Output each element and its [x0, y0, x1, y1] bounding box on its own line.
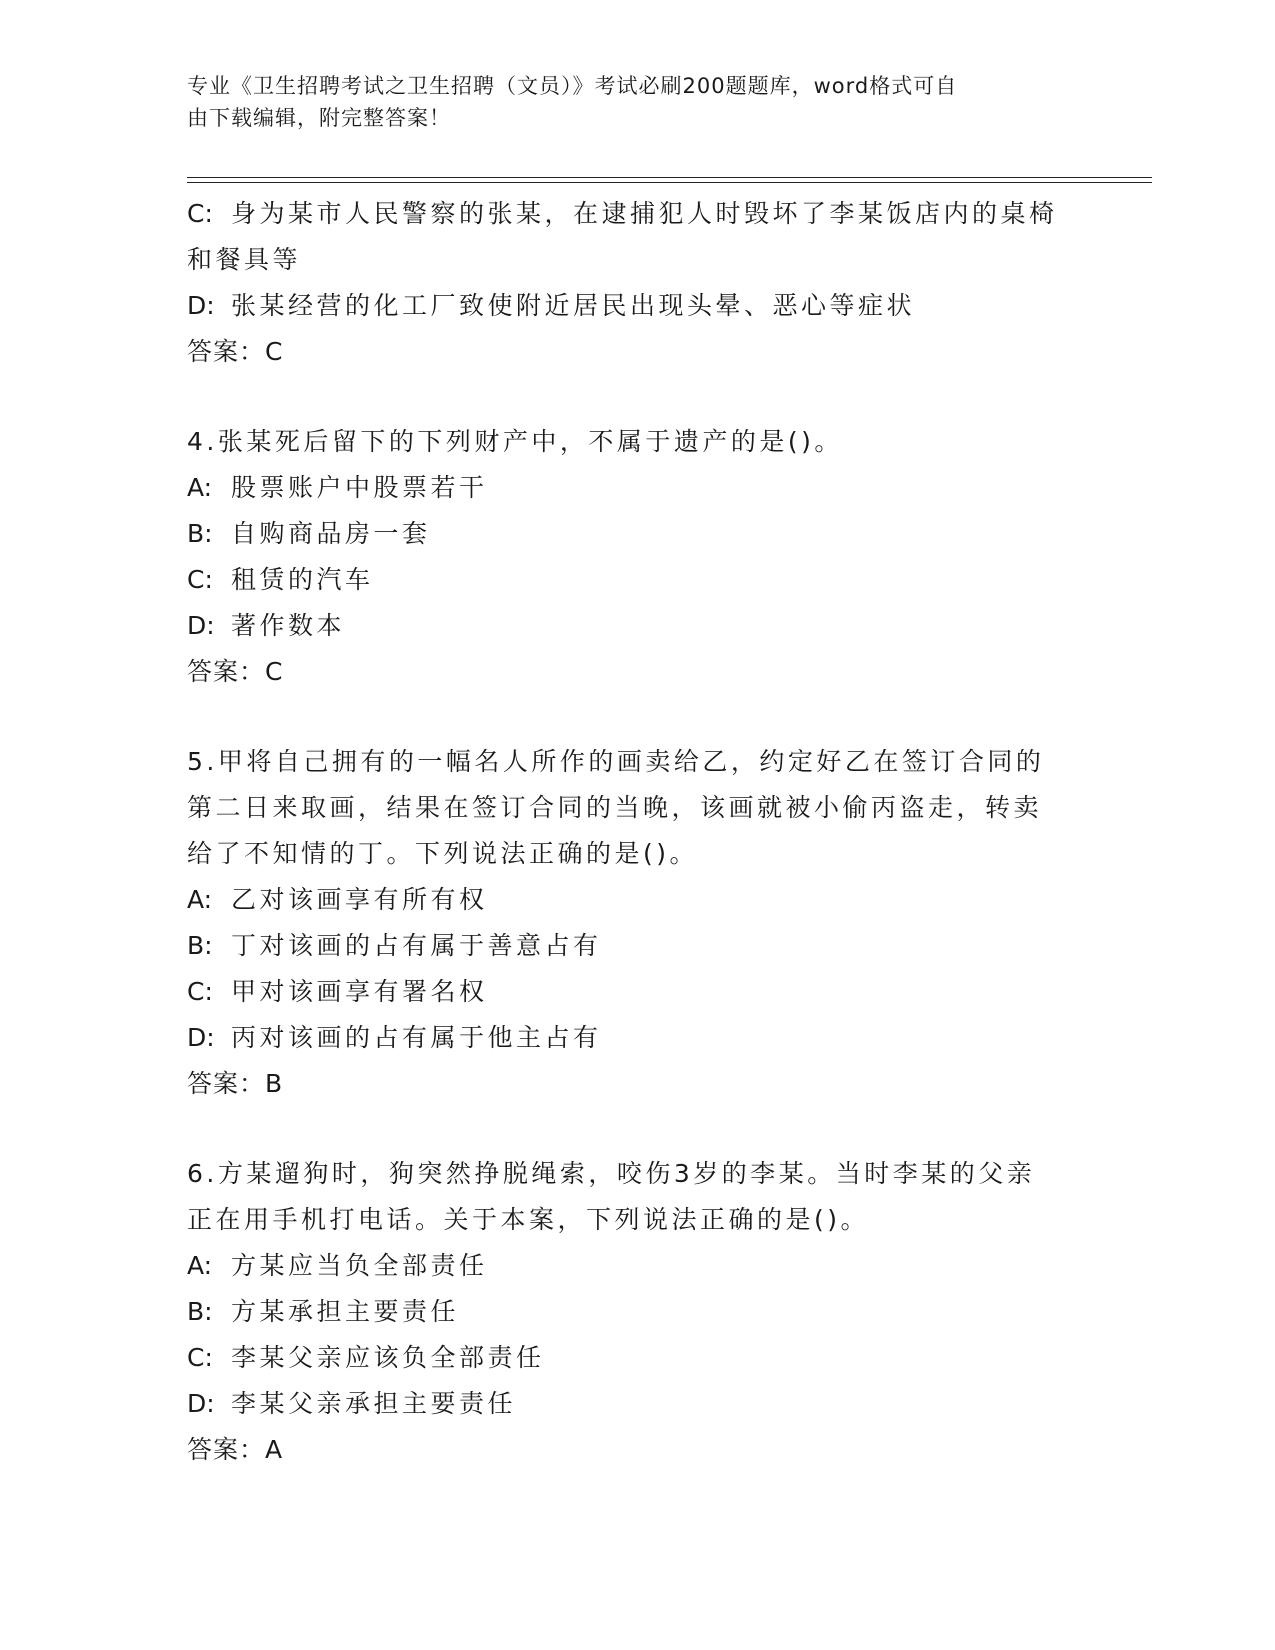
header-divider-top	[187, 177, 1152, 178]
question-stem-wrap: 正在用手机打电话。关于本案，下列说法正确的是()。	[187, 1205, 870, 1234]
option-letter: A:	[187, 1251, 213, 1280]
option-letter: C:	[187, 1343, 213, 1372]
option-c	[187, 191, 1087, 237]
option-c	[187, 1335, 1087, 1381]
question-6	[187, 1151, 1087, 1473]
option-a	[187, 877, 1087, 923]
question-5	[187, 739, 1087, 1107]
option-letter: B:	[187, 931, 213, 960]
question-3-continued	[187, 191, 1087, 375]
option-letter: A:	[187, 885, 213, 914]
option-a	[187, 465, 1087, 511]
option-letter: D:	[187, 1389, 215, 1418]
option-letter: C:	[187, 977, 213, 1006]
header-line-1: 专业《卫生招聘考试之卫生招聘（文员）》考试必刷200题题库，word格式可自	[187, 74, 958, 98]
option-text-wrap: 和餐具等	[187, 245, 302, 274]
option-b	[187, 1289, 1087, 1335]
option-text: 身为某市人民警察的张某，在逮捕犯人时毁坏了李某饭店内的桌椅	[231, 199, 1058, 228]
option-letter: B:	[187, 1297, 213, 1326]
option-text: 租赁的汽车	[231, 565, 374, 594]
option-letter: D:	[187, 291, 215, 320]
option-b	[187, 511, 1087, 557]
header-divider-bottom	[187, 182, 1152, 183]
option-text: 方某承担主要责任	[231, 1297, 460, 1326]
option-text: 股票账户中股票若干	[231, 473, 488, 502]
option-text: 乙对该画享有所有权	[231, 885, 488, 914]
option-c-wrap	[187, 237, 1087, 283]
option-letter: A:	[187, 473, 213, 502]
option-d	[187, 1015, 1087, 1061]
header-line-2: 由下载编辑，附完整答案！	[187, 106, 451, 130]
option-c	[187, 557, 1087, 603]
answer-line: 答案：A	[187, 1435, 284, 1464]
option-text: 李某父亲应该负全部责任	[231, 1343, 545, 1372]
option-text: 自购商品房一套	[231, 519, 431, 548]
option-b	[187, 923, 1087, 969]
option-letter: D:	[187, 1023, 215, 1052]
option-d	[187, 603, 1087, 649]
option-letter: C:	[187, 565, 213, 594]
option-text: 丁对该画的占有属于善意占有	[231, 931, 602, 960]
option-letter: B:	[187, 519, 213, 548]
question-stem: 4.张某死后留下的下列财产中，不属于遗产的是()。	[187, 427, 843, 456]
answer-line: 答案：C	[187, 657, 284, 686]
question-4	[187, 419, 1087, 695]
answer-line: 答案：B	[187, 1069, 284, 1098]
question-stem-wrap: 第二日来取画，结果在签订合同的当晚，该画就被小偷丙盗走，转卖	[187, 793, 1043, 822]
question-stem-wrap: 给了不知情的丁。下列说法正确的是()。	[187, 839, 699, 868]
option-d	[187, 1381, 1087, 1427]
option-c	[187, 969, 1087, 1015]
option-text: 丙对该画的占有属于他主占有	[231, 1023, 602, 1052]
option-letter: C:	[187, 199, 213, 228]
question-list	[187, 191, 1087, 1473]
option-d	[187, 283, 1087, 329]
question-stem: 6.方某遛狗时，狗突然挣脱绳索，咬伤3岁的李某。当时李某的父亲	[187, 1159, 1036, 1188]
option-text: 李某父亲承担主要责任	[231, 1389, 517, 1418]
option-letter: D:	[187, 611, 215, 640]
option-text: 方某应当负全部责任	[231, 1251, 488, 1280]
option-text: 甲对该画享有署名权	[231, 977, 488, 1006]
answer-line: 答案：C	[187, 337, 284, 366]
document-header	[187, 70, 1067, 134]
option-text: 张某经营的化工厂致使附近居民出现头晕、恶心等症状	[231, 291, 916, 320]
question-stem: 5.甲将自己拥有的一幅名人所作的画卖给乙，约定好乙在签订合同的	[187, 747, 1045, 776]
option-a	[187, 1243, 1087, 1289]
option-text: 著作数本	[231, 611, 346, 640]
